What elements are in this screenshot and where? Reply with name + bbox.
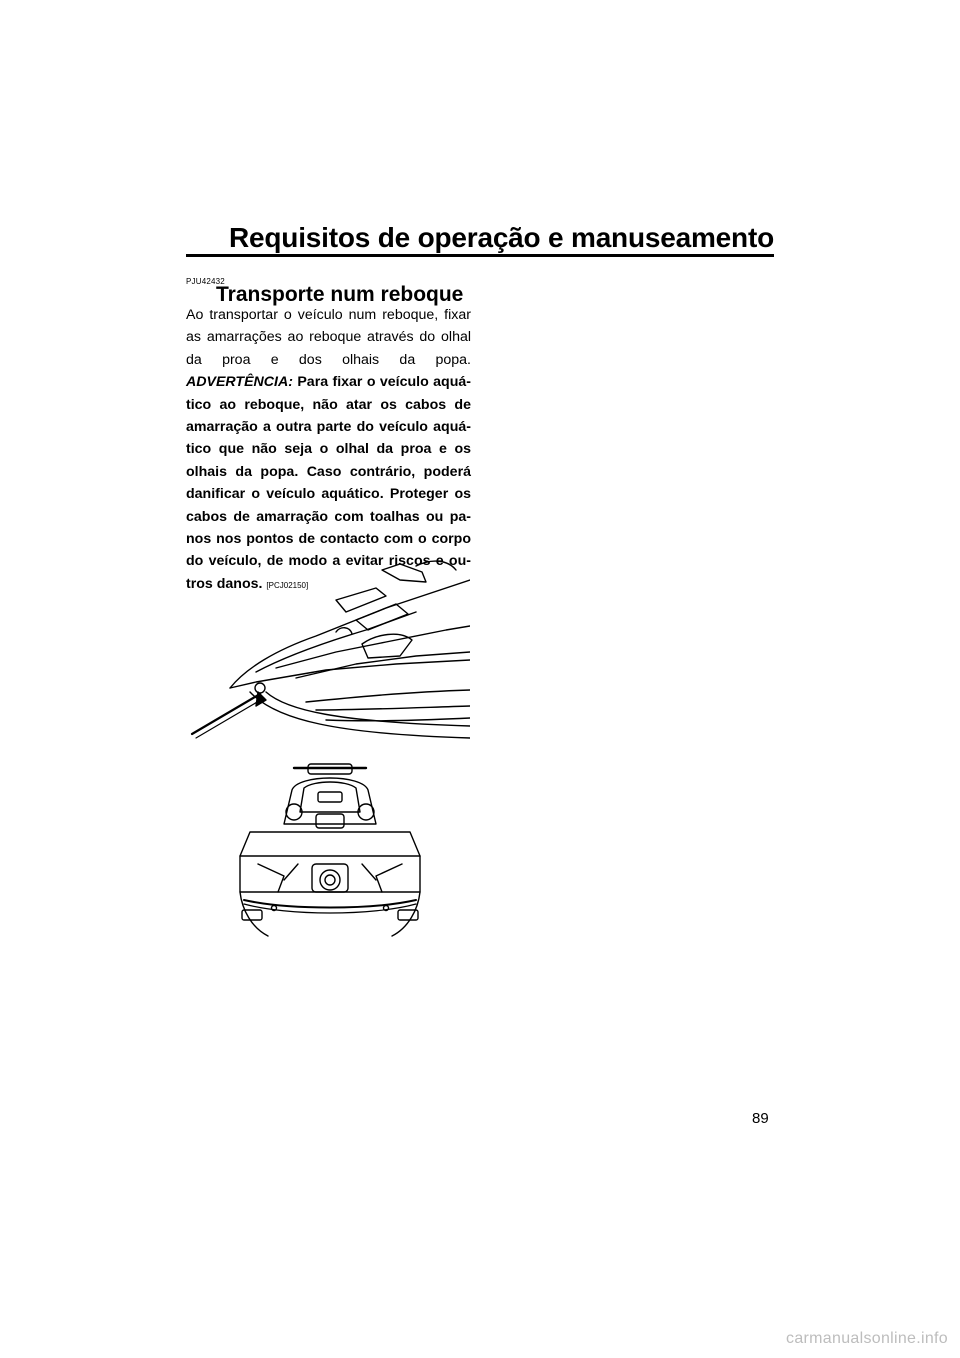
body-paragraph: Ao transportar o veículo num reboque, fixar as amarrações ao reboque através do olhal da proa e dos olhais da popa.	[186, 307, 471, 368]
warning-code: [PCJ02150]	[266, 580, 309, 590]
section-body	[186, 304, 471, 597]
watermark: carmanualsonline.info	[786, 1330, 948, 1347]
warning-text: Para fixar o veículo aquá-tico ao reboque, não atar os cabos de amarração a outra parte do veículo aquá-tico que não seja o olhal da proa e os olhais da popa. Caso contrário, poderá danificar o veículo aquático. Proteger os cabos de amarração com toalhas ou pa-nos nos pontos de contacto com o corpo do veículo, de modo a evitar riscos e ou-tros danos.	[186, 374, 471, 592]
section-title: Transporte num reboque	[216, 283, 464, 306]
page-number: 89	[752, 1110, 769, 1127]
header-divider	[186, 254, 774, 257]
section-code: PJU42432	[186, 277, 225, 286]
warning-label: ADVERTÊNCIA:	[186, 374, 293, 391]
watercraft-stern-tie-down-icon	[228, 760, 432, 938]
page-title: Requisitos de operação e manuseamento	[229, 222, 774, 253]
watercraft-bow-tie-down-icon	[186, 560, 470, 742]
